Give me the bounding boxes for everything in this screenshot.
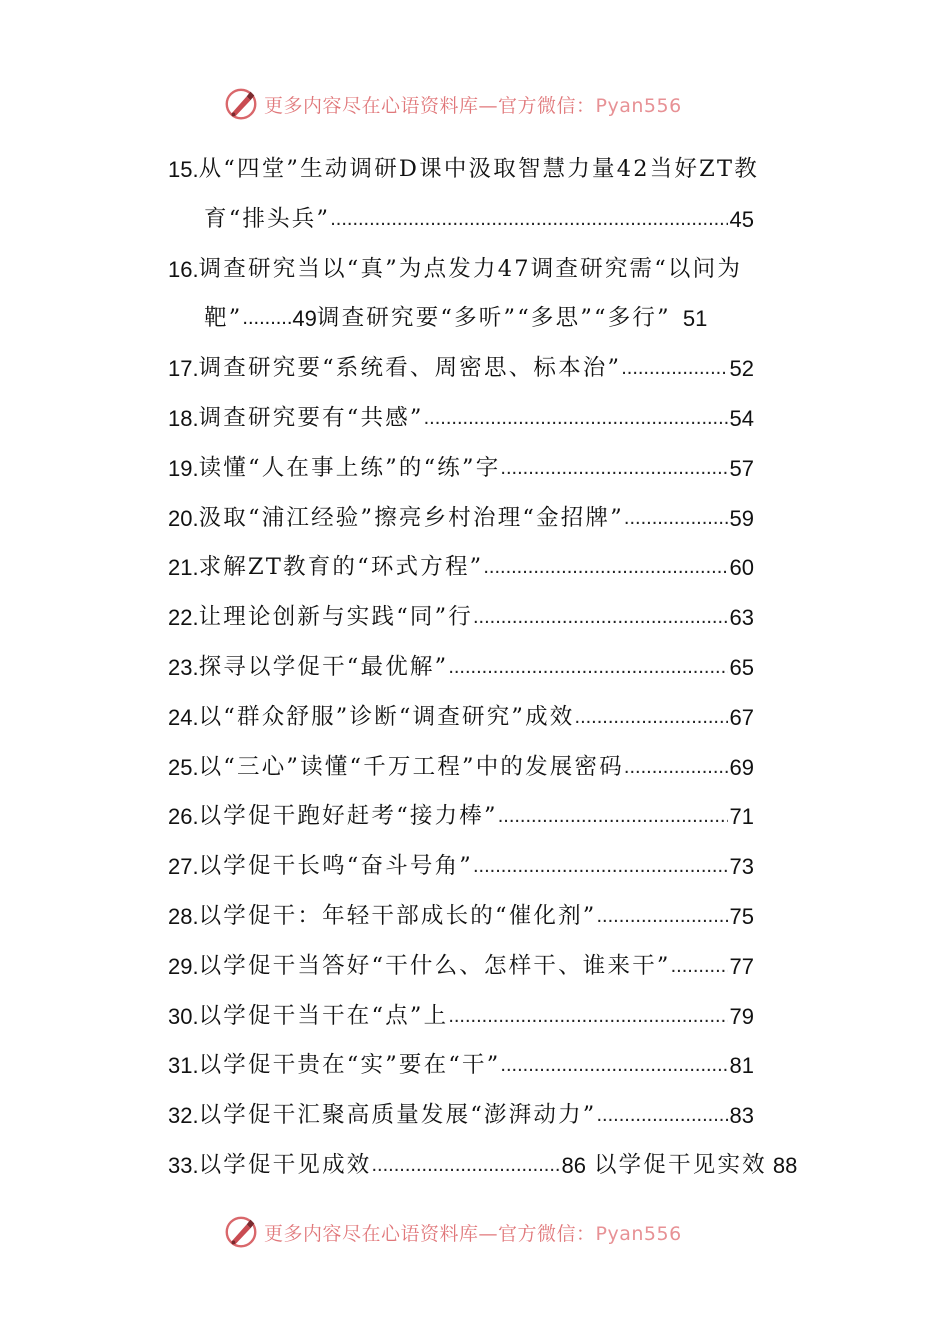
toc-title: 从“四堂”生动调研D课中汲取智慧力量42当好ZT教 <box>198 156 759 182</box>
toc-page: 73 <box>729 854 754 880</box>
toc-number: 19. <box>168 455 199 481</box>
toc-entry-19[interactable] <box>168 444 818 494</box>
toc-number: 31. <box>168 1053 199 1079</box>
toc-title: 靶” <box>204 305 243 332</box>
toc-title: 以“群众舒服”诊断“调查研究”成效 <box>198 703 575 730</box>
toc-number: 28. <box>168 903 199 929</box>
toc-page: 49 <box>292 306 317 332</box>
toc-entry-29[interactable] <box>168 942 818 992</box>
toc-entry-22[interactable] <box>168 593 818 643</box>
toc-leader <box>624 494 728 544</box>
toc-title: 以学促干：年轻干部成长的“催化剂” <box>198 902 597 929</box>
toc-number: 30. <box>168 1003 199 1029</box>
toc-entry-32[interactable] <box>168 1091 818 1141</box>
toc-entry-30[interactable] <box>168 992 818 1042</box>
toc-number: 21. <box>168 555 199 581</box>
toc-title: 以学促干汇聚高质量发展“澎湃动力” <box>198 1102 597 1129</box>
toc-leader <box>473 842 728 892</box>
toc-title-merged: 调查研究要“多听”“多思”“多行” <box>316 305 671 332</box>
toc-title: 育“排头兵” <box>204 205 331 232</box>
toc-number: 29. <box>168 953 199 979</box>
toc-entry-26[interactable] <box>168 792 818 842</box>
toc-entry-25[interactable] <box>168 743 818 793</box>
toc-leader <box>448 643 727 693</box>
toc-page: 81 <box>729 1053 754 1079</box>
toc-title: 调查研究要有“共感” <box>198 404 424 431</box>
toc-page: 79 <box>729 1003 754 1029</box>
toc-page: 59 <box>729 505 754 531</box>
toc-leader <box>621 344 727 394</box>
watermark-header <box>222 84 682 124</box>
toc-title: 以学促干贵在“实”要在“干” <box>198 1052 501 1079</box>
toc-number: 15. <box>168 157 199 182</box>
toc-leader <box>473 593 728 643</box>
toc-number: 22. <box>168 605 199 631</box>
toc-number: 18. <box>168 405 199 431</box>
toc-page: 83 <box>729 1103 754 1129</box>
toc-title: 以学促干长鸣“奋斗号角” <box>198 853 473 880</box>
toc-title: 让理论创新与实践“同”行 <box>198 604 473 631</box>
toc-entry-16[interactable] <box>168 245 818 295</box>
table-of-contents <box>168 145 818 1191</box>
toc-number: 25. <box>168 754 199 780</box>
toc-leader <box>597 892 728 942</box>
toc-page: 65 <box>729 654 754 680</box>
toc-title: 读懂“人在事上练”的“练”字 <box>198 454 501 481</box>
toc-entry-16-cont[interactable] <box>168 294 818 344</box>
toc-leader: ......... <box>242 307 293 330</box>
toc-entry-31[interactable] <box>168 1041 818 1091</box>
toc-entry-15-cont[interactable] <box>168 195 818 245</box>
toc-entry-17[interactable] <box>168 344 818 394</box>
pen-logo-icon <box>222 1213 260 1251</box>
toc-leader <box>671 942 728 992</box>
watermark-wechat: Pyan556 <box>595 94 682 117</box>
toc-page: 54 <box>729 405 754 431</box>
toc-page: 63 <box>729 605 754 631</box>
toc-title: 探寻以学促干“最优解” <box>198 653 449 680</box>
toc-entry-28[interactable] <box>168 892 818 942</box>
toc-title: 调查研究当以“真”为点发力47调查研究需“以问为 <box>198 255 743 282</box>
toc-page: 77 <box>729 953 754 979</box>
toc-title: 以学促干当答好“干什么、怎样干、谁来干” <box>198 952 671 979</box>
toc-leader <box>498 792 728 842</box>
toc-entry-15[interactable] <box>168 145 818 195</box>
toc-leader <box>624 743 728 793</box>
toc-leader <box>500 1041 727 1091</box>
toc-number: 16. <box>168 256 199 282</box>
toc-entry-24[interactable] <box>168 693 818 743</box>
toc-page: 75 <box>729 903 754 929</box>
toc-title: 以“三心”读懂“千万工程”中的发展密码 <box>198 753 624 780</box>
toc-number: 33. <box>168 1152 199 1178</box>
watermark-footer <box>222 1212 682 1252</box>
watermark-text: 更多内容尽在心语资料库—官方微信： <box>264 94 596 117</box>
toc-page: 45 <box>729 206 754 232</box>
watermark-wechat: Pyan556 <box>595 1222 682 1245</box>
toc-title-merged: 以学促干见实效 <box>593 1151 767 1178</box>
toc-leader <box>483 543 727 593</box>
toc-leader <box>448 992 727 1042</box>
toc-number: 20. <box>168 505 199 531</box>
toc-page: 52 <box>729 356 754 382</box>
pen-logo-icon <box>222 85 260 123</box>
toc-number: 24. <box>168 704 199 730</box>
toc-number: 23. <box>168 654 199 680</box>
toc-page: 69 <box>729 754 754 780</box>
toc-entry-27[interactable] <box>168 842 818 892</box>
toc-page: 51 <box>682 306 708 332</box>
toc-leader <box>424 394 728 444</box>
toc-page: 86 <box>561 1152 586 1178</box>
toc-title: 汲取“浦江经验”擦亮乡村治理“金招牌” <box>198 504 624 531</box>
toc-title: 调查研究要“系统看、周密思、标本治” <box>198 355 622 382</box>
toc-page: 71 <box>729 804 754 830</box>
toc-title: 以学促干见成效 <box>198 1151 372 1178</box>
toc-leader <box>330 195 727 245</box>
toc-title: 以学促干当干在“点”上 <box>198 1002 449 1029</box>
toc-number: 32. <box>168 1103 199 1129</box>
toc-leader <box>372 1141 560 1191</box>
toc-page: 67 <box>729 704 754 730</box>
toc-leader <box>575 693 728 743</box>
toc-entry-23[interactable] <box>168 643 818 693</box>
toc-title: 求解ZT教育的“环式方程” <box>198 554 484 581</box>
toc-page: 88 <box>772 1152 798 1178</box>
toc-title: 以学促干跑好赶考“接力棒” <box>198 803 498 830</box>
toc-leader <box>597 1091 728 1141</box>
toc-number: 17. <box>168 356 199 382</box>
toc-page: 60 <box>729 555 754 581</box>
toc-number: 26. <box>168 804 199 830</box>
toc-leader <box>500 444 727 494</box>
toc-entry-33[interactable] <box>168 1141 818 1191</box>
toc-page: 57 <box>729 455 754 481</box>
toc-entry-18[interactable] <box>168 394 818 444</box>
watermark-text: 更多内容尽在心语资料库—官方微信： <box>264 1222 596 1245</box>
toc-number: 27. <box>168 854 199 880</box>
toc-entry-20[interactable] <box>168 494 818 544</box>
toc-entry-21[interactable] <box>168 543 818 593</box>
